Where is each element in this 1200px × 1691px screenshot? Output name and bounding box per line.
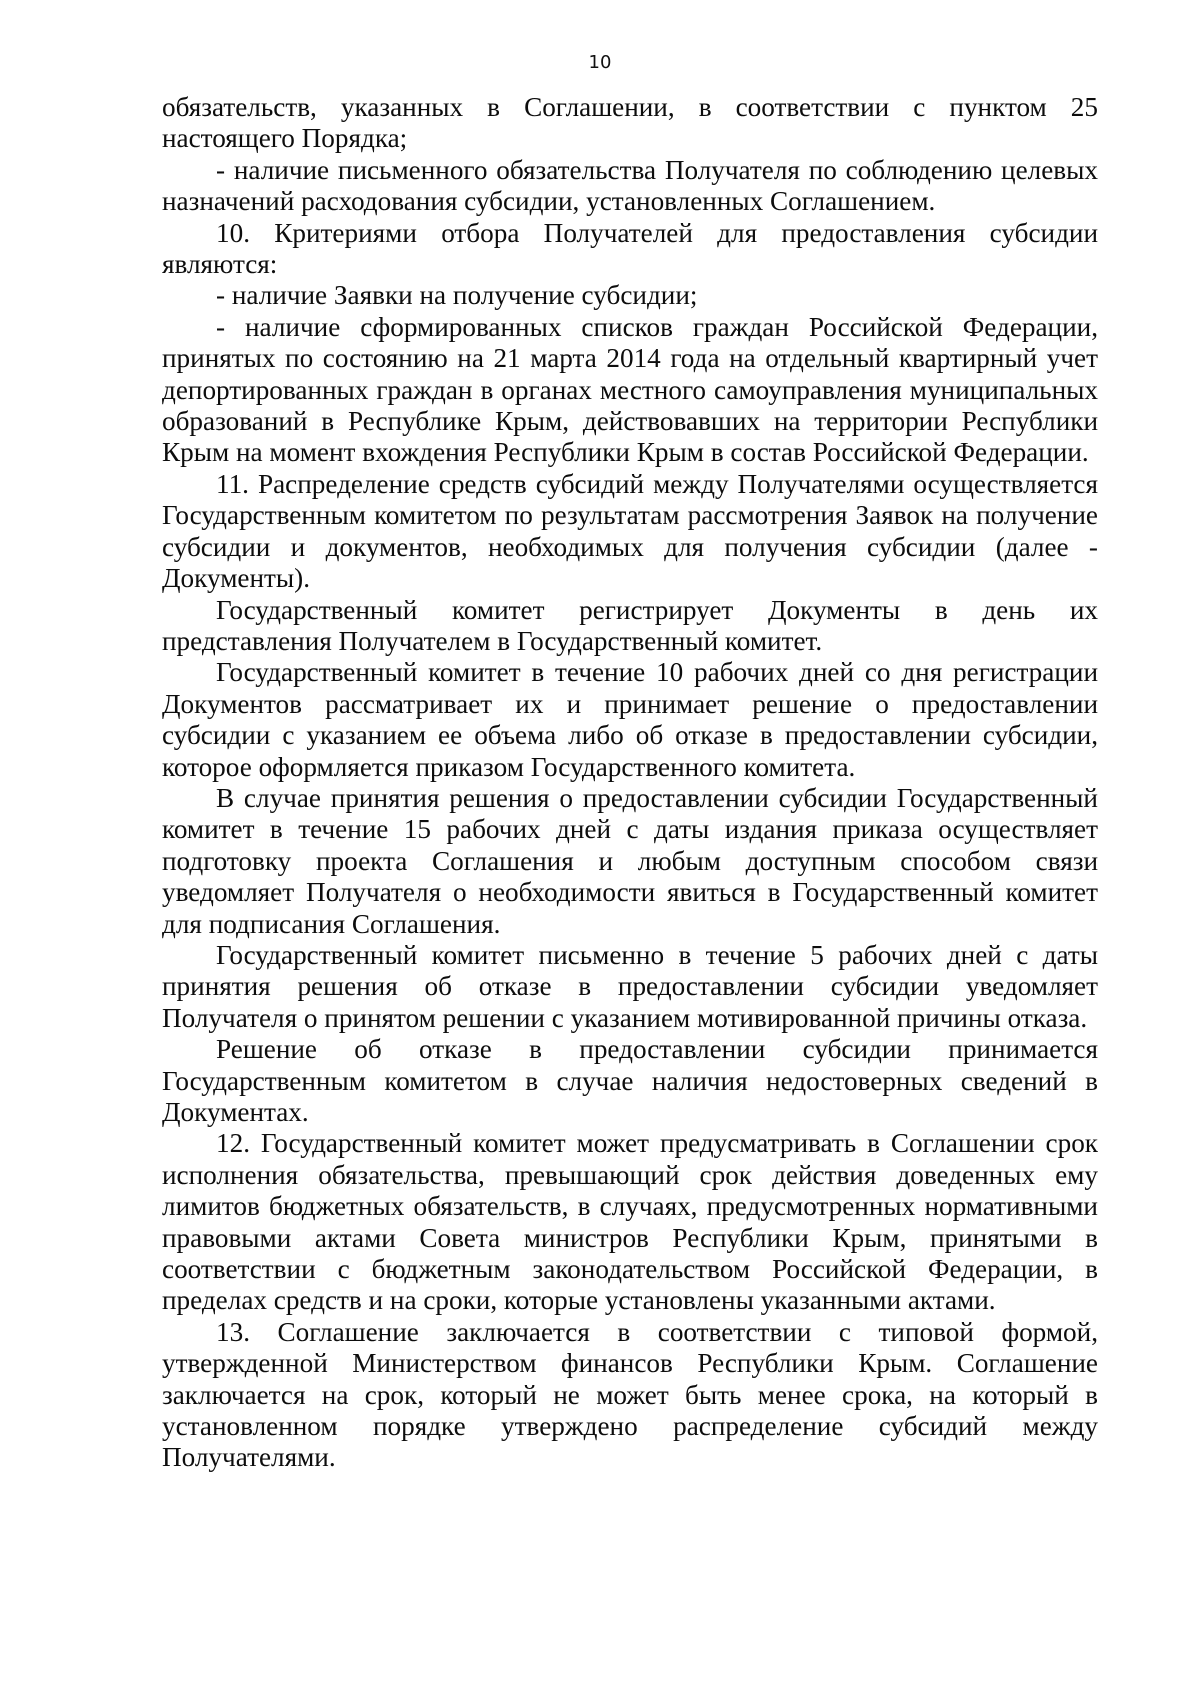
paragraph: 13. Соглашение заключается в соответствии с типовой формой, утвержденной Министерством финансов Республики Крым. Соглашение заключается на срок, который не может быть менее срока, на который в установленном порядке утверждено распределение субсидий между Получателями.: [162, 1316, 1098, 1473]
paragraph: - наличие сформированных списков граждан Российской Федерации, принятых по состоянию на 21 марта 2014 года на отдельный квартирный учет депортированных граждан в органах местного самоуправления муниципальных образований в Республике Крым, действовавших на территории Республики Крым на момент вхождения Республики Крым в состав Российской Федерации.: [162, 311, 1098, 468]
paragraph: 11. Распределение средств субсидий между Получателями осуществляется Государственным комитетом по результатам рассмотрения Заявок на получение субсидии и документов, необходимых для получения субсидии (далее - Документы).: [162, 468, 1098, 594]
page-number: 10: [588, 52, 612, 73]
paragraph: - наличие Заявки на получение субсидии;: [216, 280, 698, 311]
paragraph: 10. Критериями отбора Получателей для предоставления субсидии являются:: [162, 217, 1098, 280]
paragraph: Государственный комитет регистрирует Документы в день их представления Получателем в Государственный комитет.: [162, 594, 1098, 656]
document-body: [162, 92, 1098, 1474]
paragraph: Государственный комитет письменно в течение 5 рабочих дней с даты принятия решения об отказе в предоставлении субсидии уведомляет Получателя о принятом решении с указанием мотивированной причины отказа.: [162, 939, 1098, 1033]
paragraph: - наличие письменного обязательства Получателя по соблюдению целевых назначений расходования субсидии, установленных Соглашением.: [162, 154, 1098, 217]
paragraph: обязательств, указанных в Соглашении, в соответствии с пунктом 25 настоящего Порядка;: [162, 92, 1098, 154]
paragraph: Решение об отказе в предоставлении субсидии принимается Государственным комитетом в случае наличия недостоверных сведений в Документах.: [162, 1034, 1098, 1127]
paragraph: Государственный комитет в течение 10 рабочих дней со дня регистрации Документов рассматривает их и принимает решение о предоставлении субсидии с указанием ее объема либо об отказе в предоставлении субсидии, которое оформляется приказом Государственного комитета.: [162, 657, 1098, 782]
paragraph: В случае принятия решения о предоставлении субсидии Государственный комитет в течение 15 рабочих дней с даты издания приказа осуществляет подготовку проекта Соглашения и любым доступным способом связи уведомляет Получателя о необходимости явиться в Государственный комитет для подписания Соглашения.: [162, 782, 1098, 939]
paragraph: 12. Государственный комитет может предусматривать в Соглашении срок исполнения обязательства, превышающий срок действия доведенных ему лимитов бюджетных обязательств, в случаях, предусмотренных нормативными правовыми актами Совета министров Республики Крым, принятыми в соответствии с бюджетным законодательством Российской Федерации, в пределах средств и на сроки, которые установлены указанными актами.: [162, 1128, 1098, 1316]
